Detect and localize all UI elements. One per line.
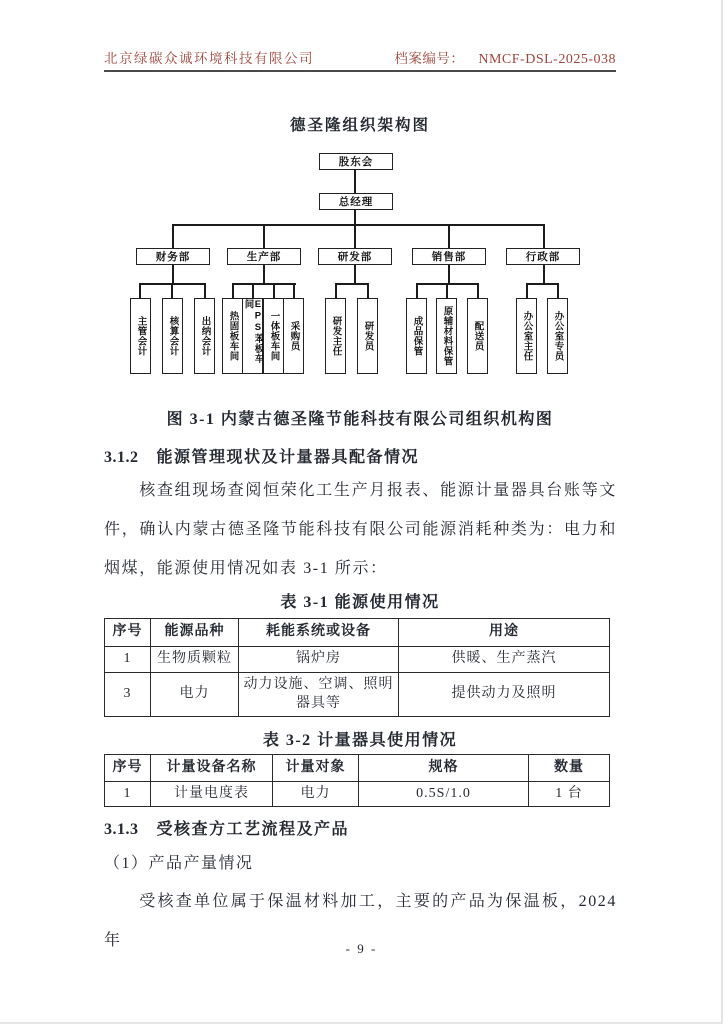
org-connector — [252, 283, 254, 298]
figure-caption: 图 3-1 内蒙古德圣隆节能科技有限公司组织机构图 — [166, 411, 554, 428]
org-connector — [448, 224, 450, 248]
org-node-staff: 出纳会计 — [194, 298, 215, 374]
org-connector — [367, 283, 369, 298]
table-header-row — [105, 619, 610, 647]
org-connector — [204, 283, 206, 298]
column-header: 序号 — [105, 755, 151, 782]
org-connector — [171, 283, 173, 298]
table-cell: 3 — [105, 673, 151, 717]
org-node-staff: 核算会计 — [162, 298, 183, 374]
table-row — [105, 782, 610, 807]
section-heading-313 — [104, 816, 616, 839]
org-connector — [477, 283, 479, 298]
table-cell: 计量电度表 — [151, 782, 273, 807]
org-node-dept: 行政部 — [506, 248, 580, 265]
org-connector — [335, 283, 337, 298]
letterhead — [104, 47, 616, 68]
org-node-dept: 销售部 — [412, 248, 486, 265]
table-cell: 0.5S/1.0 — [359, 782, 529, 807]
table-header-row — [105, 755, 610, 782]
org-node-dept: 生产部 — [227, 248, 301, 265]
table-cell: 1 台 — [529, 782, 610, 807]
org-connector — [354, 265, 356, 283]
org-node-staff: 原辅材料保管 — [436, 298, 457, 374]
org-connector — [526, 283, 559, 285]
table-cell: 生物质颗粒 — [151, 647, 239, 673]
letterhead-rule — [104, 70, 616, 72]
org-connector — [140, 283, 206, 285]
column-header: 数量 — [529, 755, 610, 782]
org-connector — [557, 283, 559, 298]
org-chart — [95, 148, 625, 383]
table-3-1-title: 表 3-1 能源使用情况 — [280, 594, 440, 611]
org-node-staff: 办公室专员 — [547, 298, 568, 374]
table-cell: 1 — [105, 647, 151, 673]
column-header: 序号 — [105, 619, 151, 647]
org-connector — [526, 283, 528, 298]
org-connector — [448, 265, 450, 283]
org-connector — [543, 224, 545, 248]
archive-label: 档案编号： — [394, 51, 465, 66]
org-connector — [354, 170, 356, 193]
org-connector — [416, 283, 418, 298]
org-connector — [354, 224, 356, 248]
org-node-staff: 主管会计 — [130, 298, 151, 374]
column-header: 计量设备名称 — [151, 755, 273, 782]
table-3-2-title: 表 3-2 计量器具使用情况 — [262, 732, 458, 749]
org-connector — [263, 224, 265, 248]
table-cell: 电力 — [273, 782, 359, 807]
org-connector — [172, 224, 174, 248]
column-header: 耗能系统或设备 — [239, 619, 399, 647]
section-heading-312 — [104, 444, 616, 467]
org-node-staff: 采购员 — [283, 298, 304, 374]
section-title: 受核查方工艺流程及产品 — [156, 821, 350, 838]
column-header: 计量对象 — [273, 755, 359, 782]
subsection-heading: （1）产品产量情况 — [104, 855, 254, 872]
section-number: 3.1.3 — [104, 821, 139, 838]
org-connector — [263, 265, 265, 283]
column-header: 用途 — [399, 619, 610, 647]
org-node-staff: EPS苯板车间 — [242, 298, 263, 374]
org-connector — [354, 210, 356, 224]
table-row — [105, 647, 610, 673]
org-node-staff: 研发主任 — [325, 298, 346, 374]
archive-number-group — [394, 47, 616, 68]
table-cell: 动力设施、空调、照明器具等 — [239, 673, 399, 717]
archive-number: NMCF-DSL-2025-038 — [478, 52, 616, 67]
page-number: - 9 - — [345, 941, 378, 956]
table-3-1 — [104, 618, 610, 717]
org-connector — [543, 265, 545, 283]
section-number: 3.1.2 — [104, 449, 139, 466]
org-connector — [139, 283, 141, 298]
table-cell: 锅炉房 — [239, 647, 399, 673]
org-node-manager: 总经理 — [319, 193, 393, 210]
column-header: 能源品种 — [151, 619, 239, 647]
org-node-staff: 研发员 — [357, 298, 378, 374]
section-title: 能源管理现状及计量器具配备情况 — [156, 449, 420, 466]
table-cell: 供暖、生产蒸汽 — [399, 647, 610, 673]
table-row — [105, 673, 610, 717]
org-connector — [232, 283, 234, 298]
column-header: 规格 — [359, 755, 529, 782]
paragraph: 核查组现场查阅恒荣化工生产月报表、能源计量器具台账等文件，确认内蒙古德圣隆节能科技有限公司能源消耗种类为：电力和烟煤，能源使用情况如表 3-1 所示： — [104, 482, 617, 577]
org-node-dept: 财务部 — [136, 248, 210, 265]
table-cell: 提供动力及照明 — [399, 673, 610, 717]
org-node-root: 股东会 — [319, 153, 393, 170]
org-node-staff: 热固板车间 — [222, 298, 243, 374]
company-name: 北京绿碳众诚环境科技有限公司 — [104, 51, 314, 66]
paragraph: 受核查单位属于保温材料加工，主要的产品为保温板，2024 年 — [104, 893, 617, 949]
org-node-staff: 配送员 — [467, 298, 488, 374]
org-chart-title: 德圣隆组织架构图 — [289, 117, 430, 134]
org-connector — [335, 283, 369, 285]
table-cell: 电力 — [151, 673, 239, 717]
org-connector — [233, 283, 296, 285]
org-connector — [273, 283, 275, 298]
table-3-2 — [104, 754, 610, 807]
org-node-staff: 办公室主任 — [516, 298, 537, 374]
org-connector — [446, 283, 448, 298]
org-node-staff: 一体板车间 — [263, 298, 284, 374]
org-node-staff: 成品保管 — [406, 298, 427, 374]
table-cell: 1 — [105, 782, 151, 807]
org-connector — [293, 283, 295, 298]
org-connector — [172, 265, 174, 283]
org-node-dept: 研发部 — [318, 248, 392, 265]
org-connector — [172, 224, 545, 226]
